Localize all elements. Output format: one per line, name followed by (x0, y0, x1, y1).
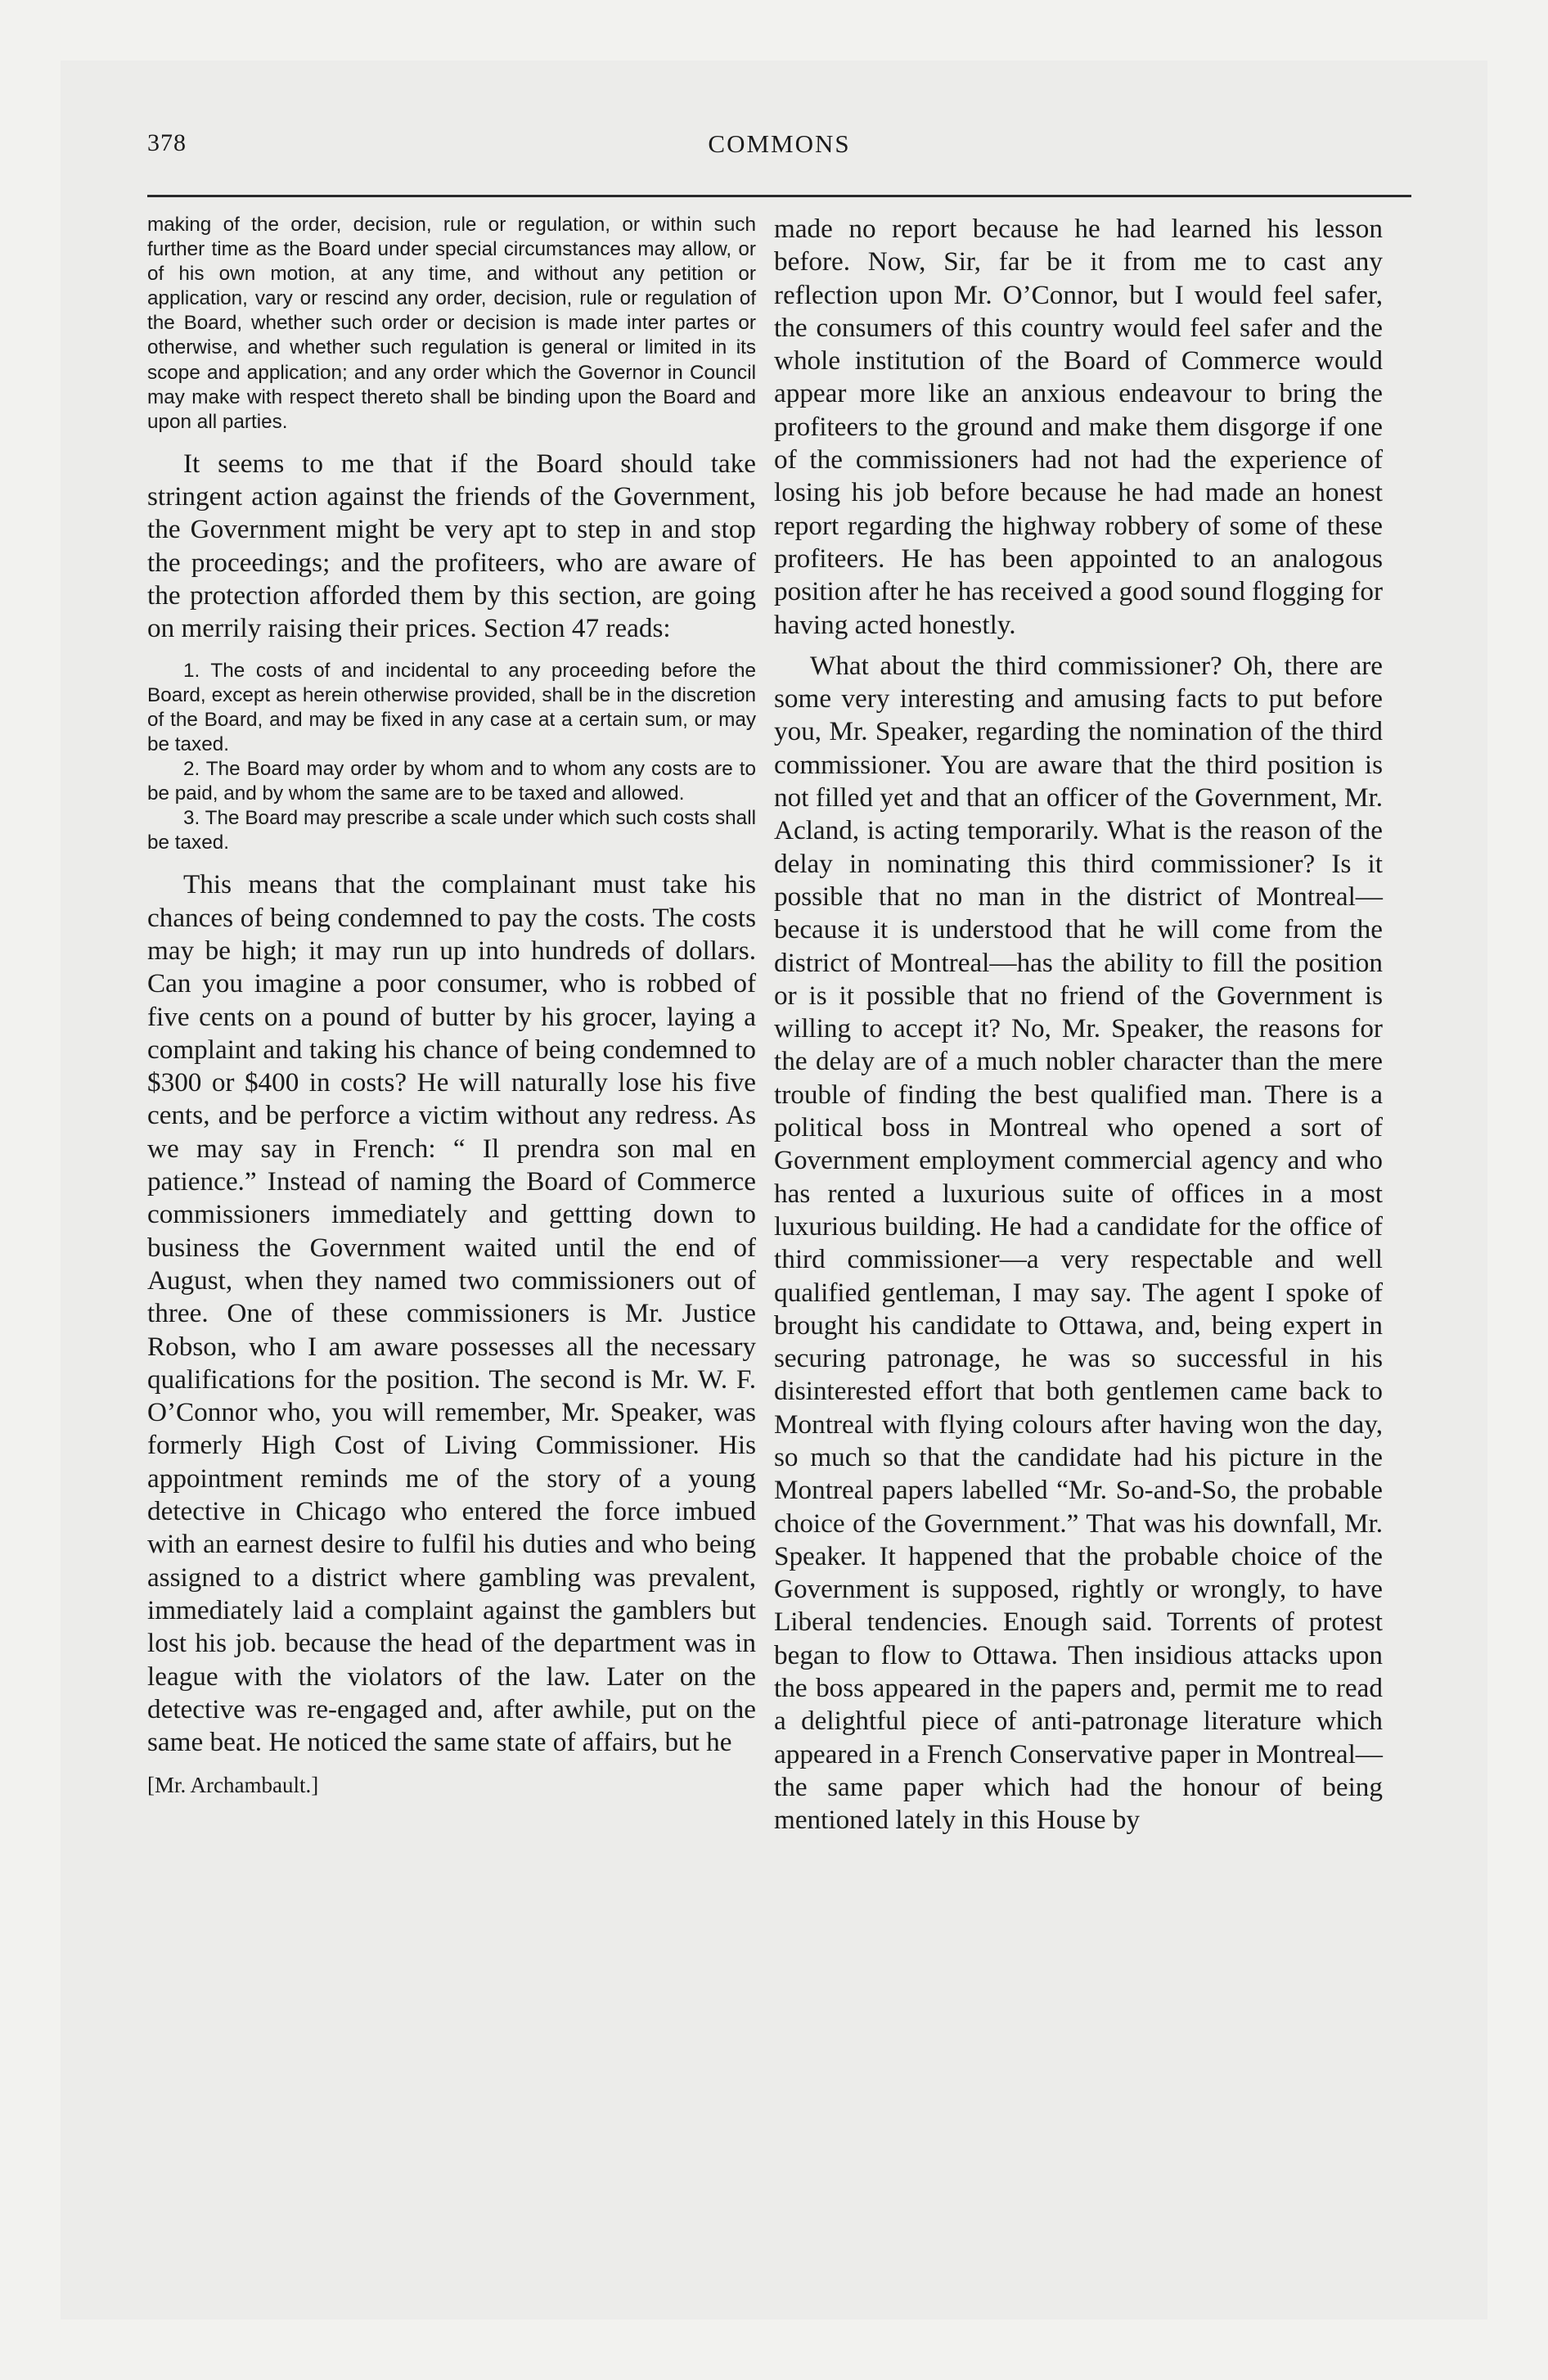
running-title: COMMONS (708, 129, 851, 158)
page-number: 378 (147, 129, 187, 156)
paragraph: made no report because he had learned his lesson before. Now, Sir, far be it from me to cast any reflection upon Mr. O’Connor, but I would feel safer, the consumers of this country would feel safer and the whole institution of the Board of Commerce would appear more like an anxious endeavour to bring the profiteers to the ground and make them disgorge if one of the commissioners had not had the experience of losing his job before because he had made an honest report regarding the highway robbery of some of these profiteers. He has been appointed to an analogous position after he has received a good sound flogging for having acted honestly. (774, 214, 1383, 640)
page-header (147, 129, 1411, 162)
speaker-tag: [Mr. Archambault.] (147, 1773, 319, 1798)
quoted-section-item: 3. The Board may prescribe a scale under which such costs shall be taxed. (147, 807, 756, 854)
paragraph: It seems to me that if the Board should take stringent action against the friends of the Government, the Government might be very apt to step in and stop the proceedings; and the profiteers, who are aware of the protection afforded them by this section, are going on merrily raising their prices. Section 47 reads: (147, 448, 756, 644)
header-rule (147, 195, 1411, 197)
quoted-act-excerpt: making of the order, decision, rule or regulation, or within such further time as the Board under special circumstances may allow, or of his own motion, at any time, and without any petition or application, vary or rescind any order, decision, rule or regulation of the Board, whether such order or decision is made inter partes or otherwise, and whether such regulation is general or limited in its scope and application; and any order which the Governor in Council may make with respect thereto shall be binding upon the Board and upon all parties. (147, 214, 756, 433)
quoted-section-item: 1. The costs of and incidental to any proceeding before the Board, except as herein otherwise provided, shall be in the discretion of the Board, and may be fixed in any case at a certain sum, or may be taxed. (147, 659, 756, 755)
paragraph: This means that the complainant must take his chances of being condemned to pay the costs. The costs may be high; it may run up into hundreds of dollars. Can you imagine a poor consumer, who is robbed of five cents on a pound of butter by his grocer, laying a complaint and taking his chance of being condemned to $300 or $400 in costs? He will naturally lose his five cents, and be perforce a victim without any redress. As we may say in French: “ Il prendra son mal en patience.” Instead of naming the Board of Commerce commissioners immediately and gettting down to business the Government waited until the end of August, when they named two commissioners out of three. One of these commissioners is Mr. Justice Robson, who I am aware possesses all the necessary qualifications for the position. The second is Mr. W. F. O’Connor who, you will remember, Mr. Speaker, was formerly High Cost of Living Commissioner. His appointment reminds me of the story of a young detective in Chicago who entered the force imbued with an earnest desire to fulfil his duties and who being assigned to a district where gambling was prevalent, immediately laid a complaint against the gamblers but lost his job. because the head of the department was in league with the violators of the law. Later on the detective was re-engaged and, after awhile, put on the same beat. He noticed the same state of affairs, but he (147, 869, 756, 1758)
quoted-section-item: 2. The Board may order by whom and to whom any costs are to be paid, and by whom the same are to be taxed and allowed. (147, 758, 756, 805)
left-column (147, 213, 756, 1800)
paragraph: What about the third commissioner? Oh, there are some very interesting and amusing facts to put before you, Mr. Speaker, regarding the nomination of the third commissioner. You are aware that the third position is not filled yet and that an officer of the Government, Mr. Acland, is acting temporarily. What is the reason of the delay in nominating this third commissioner? Is it possible that no man in the district of Montreal—because it is understood that he will come from the district of Montreal—has the ability to fill the position or is it possible that no friend of the Government is willing to accept it? No, Mr. Speaker, the reasons for the delay are of a much nobler character than the mere trouble of finding the best qualified man. There is a political boss in Montreal who opened a sort of Government employment commercial agency and who has rented a luxurious suite of offices in a most luxurious building. He had a candidate for the office of third commissioner—a very respectable and well qualified gentleman, I may say. The agent I spoke of brought his candidate to Ottawa, and, being expert in securing patronage, he was so successful in his disinterested effort that both gentlemen came back to Montreal with flying colours after having won the day, so much so that the candidate had his picture in the Montreal papers labelled “Mr. So-and-So, the probable choice of the Government.” That was his downfall, Mr. Speaker. It happened that the probable choice of the Government is supposed, rightly or wrongly, to have Liberal tendencies. Enough said. Torrents of protest began to flow to Ottawa. Then insidious attacks upon the boss appeared in the papers and, permit me to read a delightful piece of anti-patronage literature which appeared in a French Conservative paper in Montreal—the same paper which had the honour of being mentioned lately in this House by (774, 650, 1383, 1836)
right-column (774, 213, 1383, 1837)
